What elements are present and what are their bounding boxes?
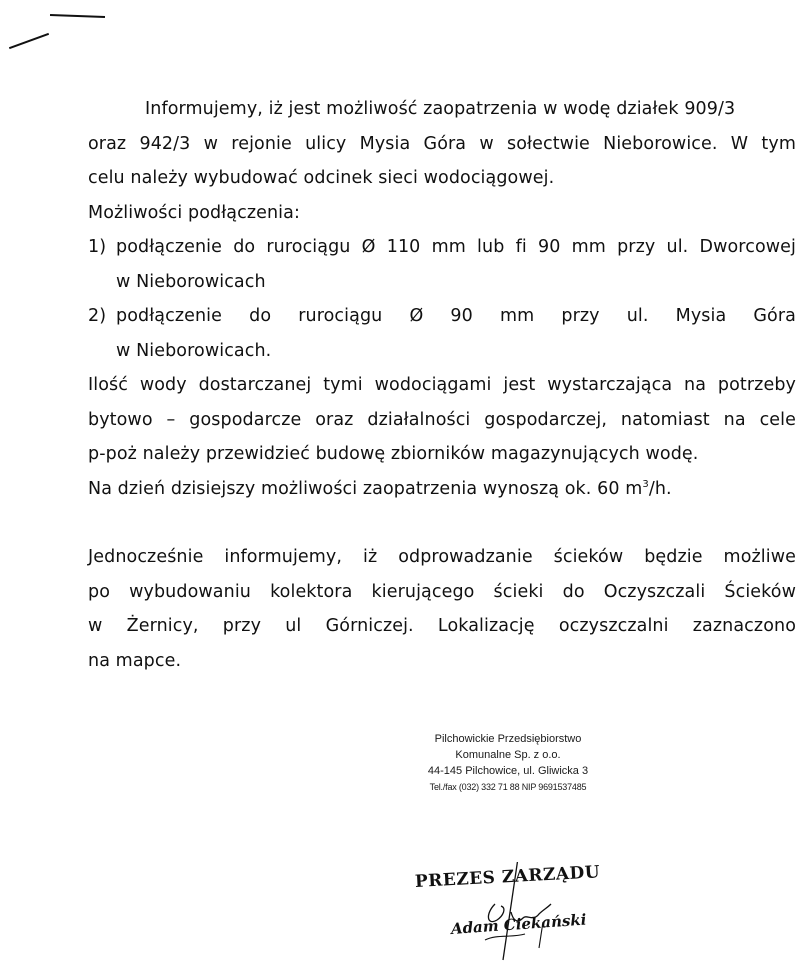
capacity-text: Na dzień dzisiejszy możliwości zaopatrzenia wynoszą ok. 60 m (88, 478, 643, 499)
capacity-unit-exponent: 3 (642, 478, 649, 490)
scan-mark-diagonal (9, 33, 49, 49)
paragraph-3-line-3: w Żernicy, przy ul Górniczej. Lokalizację oczyszczalni zaznaczono (88, 616, 796, 636)
option-1-number: 1) (88, 237, 107, 257)
paragraph-3-line-4: na mapce. (88, 650, 182, 671)
paragraph-gap (88, 506, 796, 540)
option-2-line-2: w Nieborowicach. (116, 340, 272, 361)
option-1 (88, 230, 796, 265)
paragraph-2-line-3: p-poż należy przewidzieć budowę zbiorników magazynujących wodę. (88, 444, 699, 464)
option-1-line-1: podłączenie do rurociągu Ø 110 mm lub fi 90 mm przy ul. Dworcowej (116, 237, 796, 257)
paragraph-2-line-4 (88, 472, 796, 507)
option-2 (88, 299, 796, 334)
paragraph-1-line-3: celu należy wybudować odcinek sieci wodociągowej. (88, 168, 555, 188)
company-stamp (398, 731, 618, 795)
stamp-company-name: Pilchowickie Przedsiębiorstwo (434, 733, 582, 745)
stamp-address: 44-145 Pilchowice, ul. Gliwicka 3 (427, 765, 589, 777)
signature-title: PREZES ZARZĄDU (414, 862, 601, 892)
paragraph-1-line-1: Informujemy, iż jest możliwość zaopatrzenia w wodę działek 909/3 (145, 99, 736, 119)
stamp-company-type: Komunalne Sp. z o.o. (455, 749, 561, 761)
paragraph-3-line-1: Jednocześnie informujemy, iż odprowadzanie ścieków będzie możliwe (88, 547, 796, 567)
stamp-contact: Tel./fax (032) 332 71 88 NIP 9691537485 (429, 782, 587, 792)
paragraph-2-line-1: Ilość wody dostarczanej tymi wodociągami jest wystarczająca na potrzeby (88, 375, 796, 395)
paragraph-1-line-2: oraz 942/3 w rejonie ulicy Mysia Góra w sołectwie Nieborowice. W tym (88, 133, 796, 154)
option-2-number: 2) (88, 306, 107, 326)
options-heading: Możliwości podłączenia: (88, 202, 300, 223)
capacity-unit-suffix: /h. (648, 478, 672, 499)
signature-block (415, 862, 645, 962)
option-2-line-1: podłączenie do rurociągu Ø 90 mm przy ul. Mysia Góra (116, 306, 796, 326)
scan-mark-top (50, 14, 105, 18)
option-1-line-2: w Nieborowicach (116, 271, 266, 292)
paragraph-3-line-2: po wybudowaniu kolektora kierującego ścieki do Oczyszczali Ścieków (88, 581, 796, 602)
paragraph-2-line-2: bytowo – gospodarcze oraz działalności gospodarczej, natomiast na cele (88, 409, 796, 430)
letter-body (88, 92, 796, 678)
signature-name: Adam Ciekański (450, 910, 587, 938)
handwritten-signature-icon (415, 862, 645, 962)
